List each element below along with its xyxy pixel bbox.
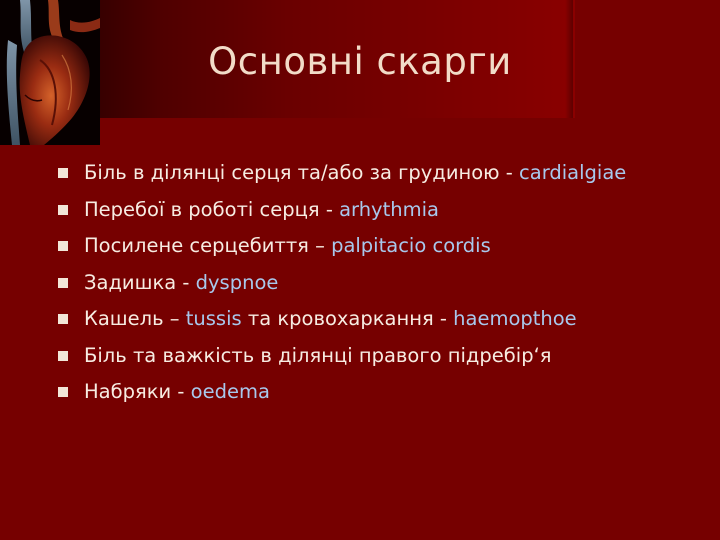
latin-term: cardialgiae xyxy=(519,161,627,184)
bullet-square-icon xyxy=(58,351,68,361)
latin-term: palpitacio cordis xyxy=(331,234,491,257)
bullet-text xyxy=(84,267,278,299)
bullet-text xyxy=(84,340,552,372)
bullet-square-icon xyxy=(58,387,68,397)
latin-term: oedema xyxy=(190,380,270,403)
bullet-square-icon xyxy=(58,241,68,251)
bullet-ukrainian-text: Набряки - xyxy=(84,380,191,403)
latin-term: arhythmia xyxy=(339,197,439,221)
bullet-square-icon xyxy=(58,168,68,178)
heart-illustration-icon xyxy=(0,0,100,145)
bullet-square-icon xyxy=(58,205,68,215)
bullet-square-icon xyxy=(58,314,68,324)
bullet-ukrainian-text: та кровохаркання - xyxy=(241,307,454,330)
bullet-square-icon xyxy=(58,278,68,288)
bullet-text xyxy=(84,194,439,226)
bullet-ukrainian-text: Задишка - xyxy=(84,270,196,294)
bullet-ukrainian-text: Біль та важкість в ділянці правого підребір‘я xyxy=(84,343,552,367)
bullet-ukrainian-text: Кашель – xyxy=(84,307,186,330)
bullet-text xyxy=(84,157,626,189)
bullet-text xyxy=(84,303,577,335)
slide-title: Основні скарги xyxy=(208,40,512,83)
latin-term: tussis xyxy=(185,307,242,330)
bullet-text xyxy=(84,376,270,408)
bullet-text xyxy=(84,230,491,262)
bullet-ukrainian-text: Посилене серцебиття – xyxy=(84,234,332,257)
heart-illustration-icon xyxy=(0,0,100,145)
bullet-ukrainian-text: Біль в ділянці серця та/або за грудиною - xyxy=(84,161,520,184)
latin-term: dyspnoe xyxy=(195,270,279,294)
latin-term: haemopthoe xyxy=(453,307,577,330)
bullet-ukrainian-text: Перебої в роботі серця - xyxy=(84,197,340,221)
